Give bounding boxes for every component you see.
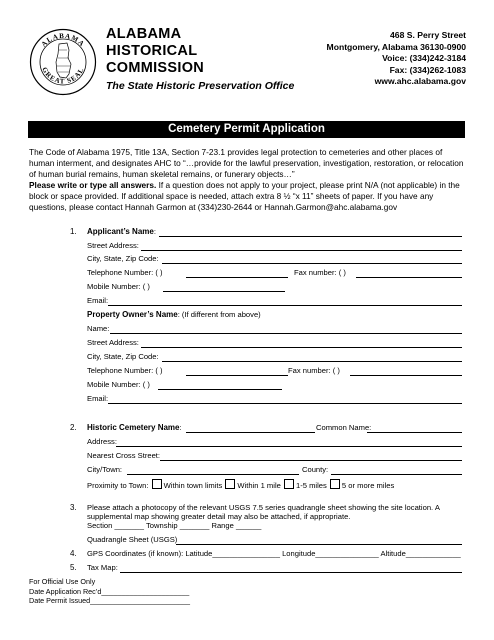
street-address-label: Street Address: xyxy=(87,241,139,250)
owner-city-label: City, State, Zip Code: xyxy=(87,352,159,361)
agency-line-3: COMMISSION xyxy=(106,60,205,76)
city-town-label: City/Town: xyxy=(87,465,123,474)
cemetery-name-label: Historic Cemetery Name: xyxy=(87,423,182,432)
city-town-field[interactable] xyxy=(127,474,299,475)
5-or-more-miles-checkbox[interactable] xyxy=(330,479,340,489)
1-5-miles-option: 1-5 miles xyxy=(295,481,327,490)
intro-paragraph-2 xyxy=(29,180,467,213)
quadrangle-field[interactable] xyxy=(176,544,462,545)
quadrangle-label: Quadrangle Sheet (USGS) xyxy=(87,535,178,544)
owner-mobile-label: Mobile Number: ( ) xyxy=(87,380,150,389)
owner-email-field[interactable] xyxy=(108,403,462,404)
township-field[interactable]: Township _______ xyxy=(146,521,210,530)
telephone-field[interactable] xyxy=(186,277,288,278)
official-use-heading: For Official Use Only xyxy=(29,577,96,586)
owner-street-label: Street Address: xyxy=(87,338,139,347)
usgs-instruction-1: Please attach a photocopy of the relevant USGS 7.5 series quadrangle sheet showing the site location. A xyxy=(87,503,440,512)
contact-voice: Voice: (334)242-3184 xyxy=(382,53,466,64)
telephone-label: Telephone Number: ( ) xyxy=(87,268,163,277)
email-field[interactable] xyxy=(108,305,462,306)
within-town-option: Within town limits xyxy=(163,481,223,490)
intro-instruction: Please write or type all answers. xyxy=(29,179,157,190)
contact-fax: Fax: (334)262-1083 xyxy=(389,64,466,75)
fax-field[interactable] xyxy=(356,277,462,278)
owner-name-field[interactable] xyxy=(110,333,462,334)
svg-text:GREAT SEAL xyxy=(40,66,86,86)
agency-name xyxy=(106,26,204,77)
agency-line-1: ALABAMA xyxy=(106,26,182,42)
seal-bottom-text: GREAT SEAL xyxy=(40,65,86,86)
mobile-field[interactable] xyxy=(163,291,285,292)
owner-fax-field[interactable] xyxy=(350,375,462,376)
section-4-number: 4. xyxy=(70,549,77,558)
cemetery-name-field[interactable] xyxy=(186,432,315,433)
tax-map-field[interactable] xyxy=(120,572,462,573)
proximity-label: Proximity to Town: xyxy=(87,481,149,490)
county-field[interactable] xyxy=(331,474,462,475)
official-use-block xyxy=(29,577,190,606)
email-label: Email: xyxy=(87,296,109,305)
cemetery-address-field[interactable] xyxy=(116,446,462,447)
agency-tagline: The State Historic Preservation Office xyxy=(106,80,295,92)
alabama-great-seal xyxy=(29,28,97,96)
owner-telephone-label: Telephone Number: ( ) xyxy=(87,366,163,375)
mobile-label: Mobile Number: ( ) xyxy=(87,282,150,291)
intro-text xyxy=(29,147,467,212)
proximity-row xyxy=(87,479,394,490)
contact-website[interactable]: www.ahc.alabama.gov xyxy=(374,76,466,87)
within-1-mile-checkbox[interactable] xyxy=(225,479,235,489)
owner-city-field[interactable] xyxy=(162,361,462,362)
city-state-zip-field[interactable] xyxy=(162,263,462,264)
section-2-number: 2. xyxy=(70,423,77,432)
street-address-field[interactable] xyxy=(141,250,462,251)
county-label: County: xyxy=(302,465,329,474)
date-application-received[interactable]: Date Application Rec’d______________________ xyxy=(29,586,190,596)
applicant-name-label: Applicant’s Name: xyxy=(87,227,156,236)
cross-street-field[interactable] xyxy=(160,460,462,461)
seal-top-text: ALABAMA xyxy=(39,31,87,49)
gps-row xyxy=(87,549,461,558)
contact-block xyxy=(327,30,466,88)
intro-instruction-detail: If a question does not apply to your project, please print N/A (not applicable) in the block or space provided. If additional space is needed, attach extra 8 ½ “x 11” sheets of paper. If you have any questions, please contact Hannah Garmon at (334)230-2644 or Hannah.Garmon@ahc.alabama.gov xyxy=(29,179,460,212)
within-town-checkbox[interactable] xyxy=(152,479,162,489)
tax-map-label: Tax Map: xyxy=(87,563,118,572)
date-permit-issued[interactable]: Date Permit Issued_________________________ xyxy=(29,596,191,606)
intro-paragraph-1: The Code of Alabama 1975, Title 13A, Section 7-23.1 provides legal protection to cemeteries and other places of human interment, and designates AHC to “…provide for the lawful preservation, investigation, restoration, or relocation of human burial remains, human skeletal remains, or funerary objects…” xyxy=(29,147,464,179)
contact-city: Montgomery, Alabama 36130-0900 xyxy=(326,41,466,52)
owner-mobile-field[interactable] xyxy=(158,389,282,390)
cemetery-address-label: Address: xyxy=(87,437,117,446)
common-name-field[interactable] xyxy=(367,432,462,433)
usgs-instruction-2: supplemental map showing greater detail may also be attached, if appropriate. xyxy=(87,512,351,521)
owner-email-label: Email: xyxy=(87,394,109,403)
1-5-miles-checkbox[interactable] xyxy=(284,479,294,489)
common-name-label: Common Name: xyxy=(316,423,372,432)
contact-street: 468 S. Perry Street xyxy=(390,30,466,40)
owner-street-field[interactable] xyxy=(141,347,462,348)
section-1-number: 1. xyxy=(70,227,77,236)
section-5-number: 5. xyxy=(70,563,77,572)
agency-line-2: HISTORICAL xyxy=(106,43,198,59)
within-1-mile-option: Within 1 mile xyxy=(237,481,281,490)
city-state-zip-label: City, State, Zip Code: xyxy=(87,254,159,263)
section-3-number: 3. xyxy=(70,503,77,512)
gps-longitude-field[interactable]: Longitude_______________ xyxy=(282,549,379,558)
applicant-name-field[interactable] xyxy=(159,236,462,237)
owner-fax-label: Fax number: ( ) xyxy=(288,366,340,375)
range-field[interactable]: Range ______ xyxy=(211,521,262,530)
form-title: Cemetery Permit Application xyxy=(28,121,465,138)
gps-latitude-field[interactable]: GPS Coordinates (if known): Latitude________________ xyxy=(87,549,280,558)
property-owner-heading: Property Owner’s Name: (If different from above) xyxy=(87,310,261,319)
5-or-more-miles-option: 5 or more miles xyxy=(341,481,395,490)
fax-label: Fax number: ( ) xyxy=(294,268,346,277)
section-field[interactable]: Section _______ xyxy=(87,521,145,530)
section-township-range-row xyxy=(87,521,261,530)
gps-altitude-field[interactable]: Altitude_____________ xyxy=(380,549,461,558)
owner-telephone-field[interactable] xyxy=(186,375,288,376)
cross-street-label: Nearest Cross Street: xyxy=(87,451,161,460)
owner-name-label: Name: xyxy=(87,324,110,333)
